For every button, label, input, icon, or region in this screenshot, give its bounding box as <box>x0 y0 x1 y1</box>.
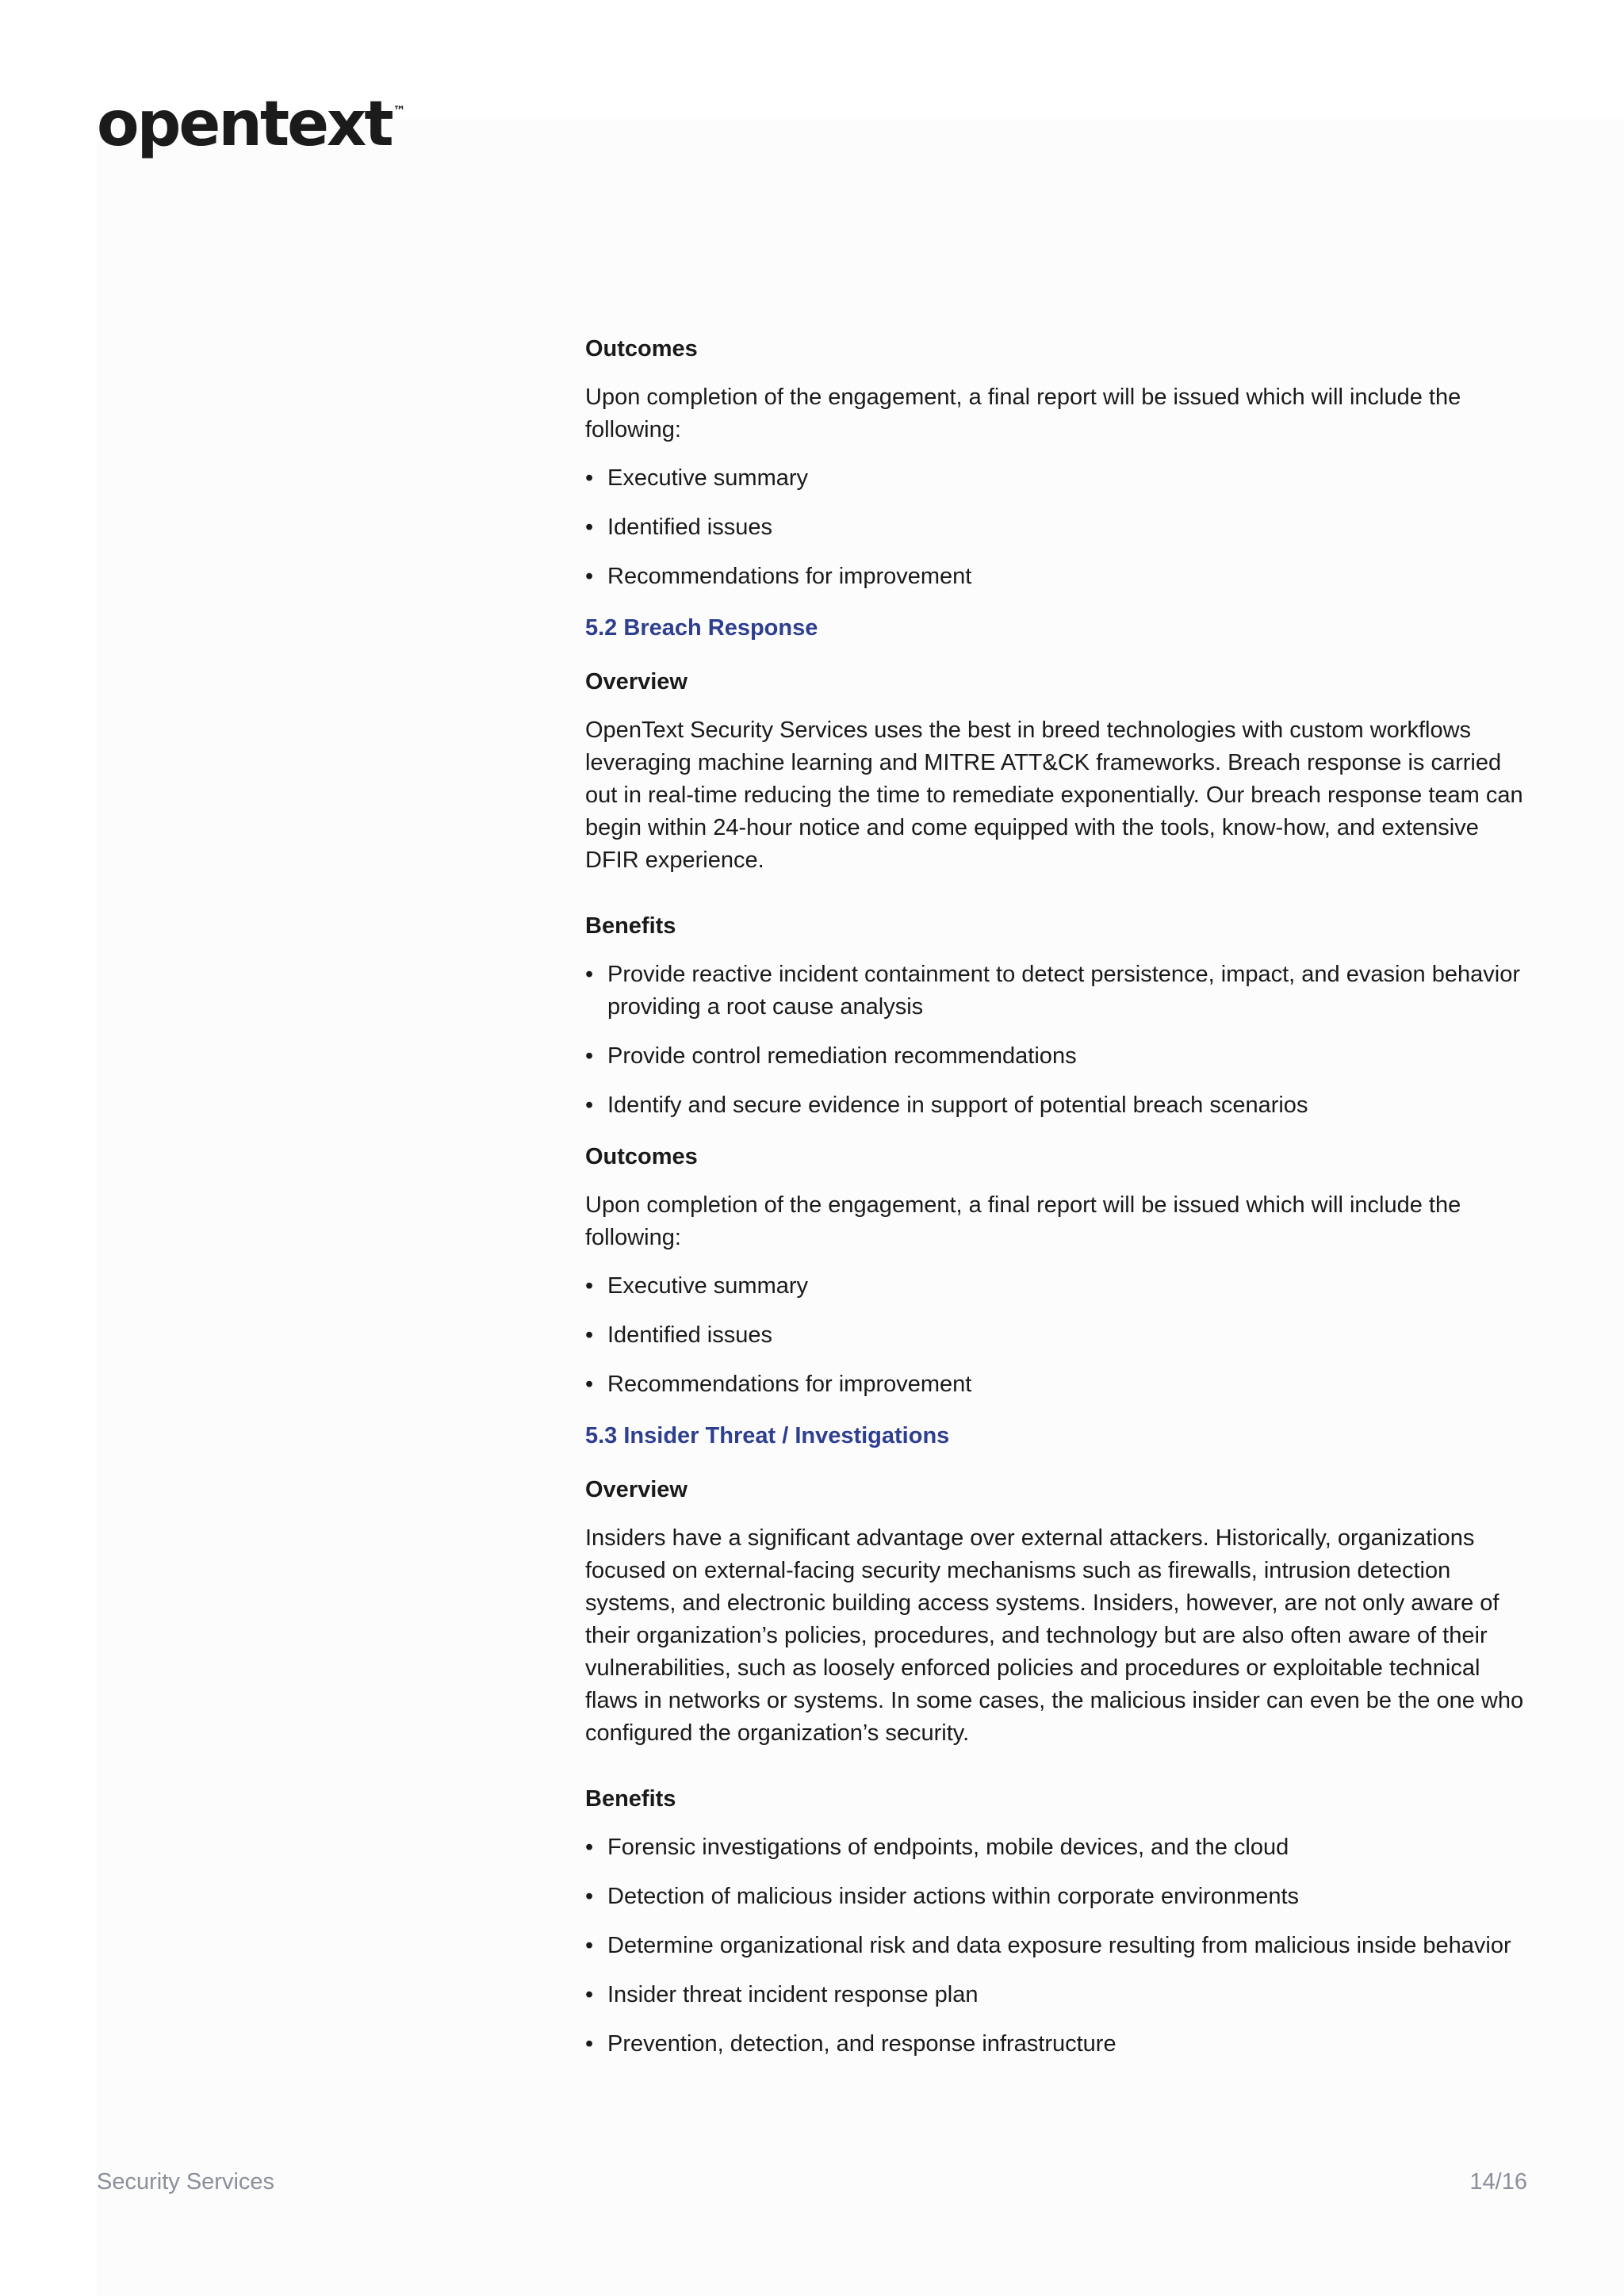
list-item: • Insider threat incident response plan <box>585 1979 1529 2011</box>
list-item: • Provide reactive incident containment to detect persistence, impact, and evasion behavior providing a root cause analysis <box>585 959 1529 1024</box>
outcomes-heading: Outcomes <box>585 1144 698 1169</box>
footer-document-title: Security Services <box>97 2169 275 2195</box>
list-item: • Recommendations for improvement <box>585 561 1529 593</box>
logo-trademark: ™ <box>393 103 406 118</box>
opentext-logo <box>97 89 406 160</box>
list-item: • Determine organizational risk and data exposure resulting from malicious inside behavior <box>585 1930 1529 1962</box>
list-item: • Executive summary <box>585 462 1529 495</box>
list-item: • Recommendations for improvement <box>585 1368 1529 1401</box>
section-title-insider-threat: 5.3 Insider Threat / Investigations <box>585 1423 950 1448</box>
list-item: • Identified issues <box>585 511 1529 544</box>
overview-heading: Overview <box>585 1477 688 1502</box>
outcomes-intro: Upon completion of the engagement, a final report will be issued which will include the following: <box>585 385 1461 442</box>
overview-text: OpenText Security Services uses the best in breed technologies with custom workflows leveraging machine learning and MITRE ATT&CK frameworks. Breach response is carried out in real-time reducing the time to remediate exponentially. Our breach response team can begin within 24-hour notice and come equipped with the tools, know-how, and extensive DFIR experience. <box>585 718 1523 873</box>
list-item: • Identify and secure evidence in support of potential breach scenarios <box>585 1089 1529 1122</box>
list-item: • Identified issues <box>585 1319 1529 1352</box>
logo-text: opentext <box>97 89 392 160</box>
benefits-heading: Benefits <box>585 913 676 939</box>
outcomes-list <box>585 1270 1529 1401</box>
outcomes-list <box>585 462 1529 593</box>
list-item: • Provide control remediation recommendations <box>585 1040 1529 1073</box>
page-content <box>585 333 1529 2080</box>
list-item: • Prevention, detection, and response infrastructure <box>585 2028 1529 2061</box>
outcomes-heading: Outcomes <box>585 336 698 362</box>
page-number: 14/16 <box>1469 2169 1527 2195</box>
section-title-breach-response: 5.2 Breach Response <box>585 615 818 641</box>
list-item: • Executive summary <box>585 1270 1529 1303</box>
benefits-heading: Benefits <box>585 1786 676 1812</box>
overview-text: Insiders have a significant advantage over external attackers. Historically, organizations focused on external-facing security mechanisms such as firewalls, intrusion detection systems, and electronic building access systems. Insiders, however, are not only aware of their organization’s policies, procedures, and technology but are also often aware of their vulnerabilities, such as loosely enforced policies and procedures or exploitable technical flaws in networks or systems. In some cases, the malicious insider can even be the one who configured the organization’s security. <box>585 1525 1524 1746</box>
benefits-list <box>585 1831 1529 2061</box>
list-item: • Detection of malicious insider actions within corporate environments <box>585 1881 1529 1913</box>
overview-heading: Overview <box>585 669 688 695</box>
list-item: • Forensic investigations of endpoints, mobile devices, and the cloud <box>585 1831 1529 1864</box>
benefits-list <box>585 959 1529 1122</box>
outcomes-intro: Upon completion of the engagement, a final report will be issued which will include the following: <box>585 1192 1461 1250</box>
